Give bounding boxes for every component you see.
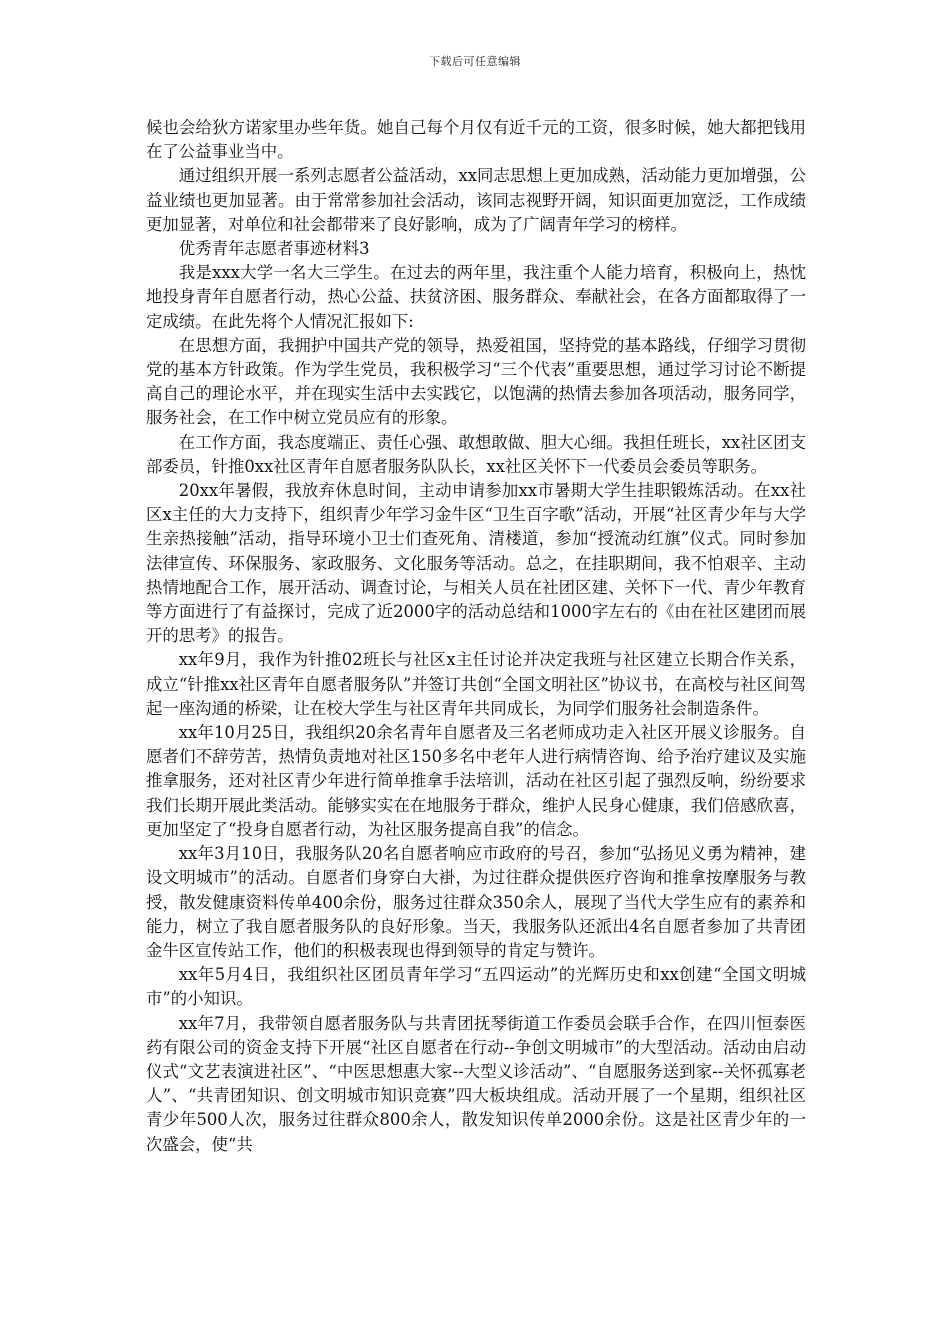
paragraph: 通过组织开展一系列志愿者公益活动，xx同志思想上更加成熟，活动能力更加增强，公益业绩也更加显著。由于常常参加社会活动，该同志视野开阔，知识面更加宽泛，工作成绩更加显著，对单位和社会都带来了良好影响，成为了广阔青年学习的榜样。 [146,166,806,234]
paragraph: 在工作方面，我态度端正、责任心强、敢想敢做、胆大心细。我担任班长，xx社区团支部委员，针推0xx社区青年自愿者服务队队长，xx社区关怀下一代委员会委员等职务。 [146,432,806,476]
paragraph: xx年7月，我带领自愿者服务队与共青团抚琴街道工作委员会联手合作，在四川恒泰医药有限公司的资金支持下开展“社区自愿者在行动--争创文明城市”的大型活动。活动由启动仪式“文艺表演进社区”、“中医思想惠大家--大型义诊活动”、“自愿服务送到家--关怀孤寡老人”、“共青团知识、创文明城市知识竞赛”四大板块组成。活动开展了一个星期，组织社区青少年500人次，服务过往群众800余人，散发知识传单2000余份。这是社区青少年的一次盛会，使“共 [146,1013,806,1154]
paragraph: 在思想方面，我拥护中国共产党的领导，热爱祖国，坚持党的基本路线，仔细学习贯彻党的基本方针政策。作为学生党员，我积极学习“三个代表”重要思想，通过学习讨论不断提高自己的理论水平，并在现实生活中去实践它，以饱满的热情去参加各项活动，服务同学，服务社会，在工作中树立党员应有的形象。 [146,335,806,428]
page-header: 下载后可任意编辑 [429,55,521,68]
section-title: 优秀青年志愿者事迹材料3 [178,239,370,259]
paragraph: xx年10月25日，我组织20余名青年自愿者及三名老师成功走入社区开展义诊服务。自愿者们不辞劳苦，热情负责地对社区150多名中老年人进行病情咨询、给予治疗建议及实施推拿服务，还对社区青少年进行简单推拿手法培训，活动在社区引起了强烈反响，纷纷要求我们长期开展此类活动。能够实实在在地服务于群众，维护人民身心健康，我们倍感欣喜，更加坚定了“投身自愿者行动，为社区服务提高自我”的信念。 [146,723,806,839]
paragraph: 20xx年暑假，我放弃休息时间，主动申请参加xx市暑期大学生挂职锻炼活动。在xx社区x主任的大力支持下，组织青少年学习金牛区“卫生百字歌”活动，开展“社区青少年与大学生亲热接触”活动，指导环境小卫士们查死角、清楼道，参加“授流动红旗”仪式。同时参加法律宣传、环保服务、家政服务、文化服务等活动。总之，在挂职期间，我不怕艰辛、主动热情地配合工作，展开活动、调查讨论，与相关人员在社团区建、关怀下一代、青少年教育等方面进行了有益探讨，完成了近2000字的活动总结和1000字左右的《由在社区建团而展开的思考》的报告。 [146,481,806,646]
paragraph: 我是xxx大学一名大三学生。在过去的两年里，我注重个人能力培育，积极向上，热忱地投身青年自愿者行动，热心公益、扶贫济困、服务群众、奉献社会，在各方面都取得了一定成绩。在此先将个人情况汇报如下: [146,263,806,331]
paragraph: xx年5月4日，我组织社区团员青年学习“五四运动”的光辉历史和xx创建“全国文明城市”的小知识。 [146,965,806,1009]
paragraph: xx年9月，我作为针推02班长与社区x主任讨论并决定我班与社区建立长期合作关系，成立“针推xx社区青年自愿者服务队”并签订共创“全国文明社区”协议书，在高校与社区间驾起一座沟通的桥梁，让在校大学生与社区青年共同成长，为同学们服务社会制造条件。 [146,650,806,718]
paragraph: 候也会给狄方诺家里办些年货。她自己每个月仅有近千元的工资，很多时候，她大都把钱用在了公益事业当中。 [146,118,806,162]
paragraph: xx年3月10日，我服务队20名自愿者响应市政府的号召，参加“弘扬见义勇为精神，建设文明城市”的活动。自愿者们身穿白大褂，为过往群众提供医疗咨询和推拿按摩服务与教授，散发健康资料传单400余份，服务过往群众350余人，展现了当代大学生应有的素养和能力，树立了我自愿者服务队的良好形象。当天，我服务队还派出4名自愿者参加了共青团金牛区宣传站工作，他们的积极表现也得到领导的肯定与赞许。 [146,844,806,960]
document-body [146,116,806,1157]
